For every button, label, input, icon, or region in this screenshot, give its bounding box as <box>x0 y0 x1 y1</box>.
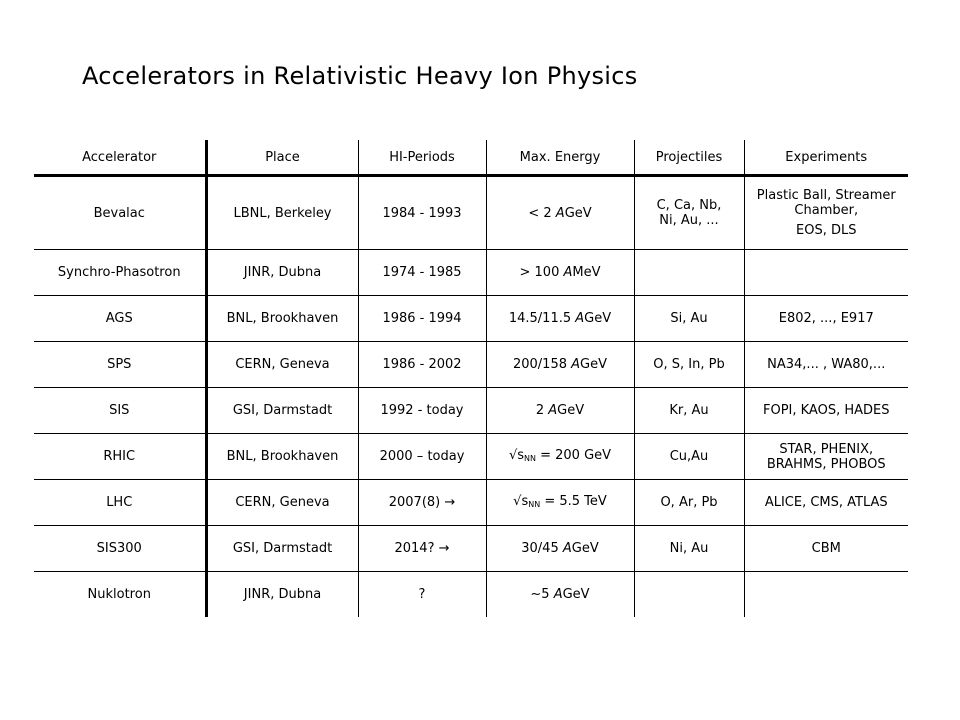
energy-subscript: NN <box>528 499 541 509</box>
cell-projectiles <box>634 388 744 434</box>
energy-per-nucleon: A <box>563 265 573 280</box>
cell-period: 2007(8) → <box>358 480 486 526</box>
table-row <box>34 388 908 434</box>
energy-value: < 2 <box>528 205 556 221</box>
cell-place: CERN, Geneva <box>206 342 358 388</box>
cell-period: 2014? → <box>358 526 486 572</box>
cell-projectiles <box>634 572 744 618</box>
cell-experiments <box>744 434 908 480</box>
table-row <box>34 526 908 572</box>
energy-value: 14.5/11.5 <box>508 311 576 326</box>
projectiles-line: Ni, Au, ... <box>659 213 719 228</box>
cell-accelerator: Nuklotron <box>34 572 206 618</box>
energy-per-nucleon: A <box>575 311 585 326</box>
experiments-line: STAR, PHENIX, <box>779 441 874 457</box>
cell-place: JINR, Dubna <box>206 250 358 296</box>
experiments-line: ALICE, CMS, ATLAS <box>764 495 888 510</box>
projectiles-line: Cu,Au <box>669 449 709 464</box>
cell-period: ? <box>358 572 486 618</box>
energy-value: = 200 GeV <box>535 447 612 463</box>
energy-subscript: NN <box>524 453 536 463</box>
energy-unit: MeV <box>572 265 601 280</box>
cell-max-energy <box>486 526 634 572</box>
experiments-line: E802, ..., E917 <box>778 311 874 326</box>
cell-max-energy <box>486 480 634 526</box>
energy-value: ~5 <box>530 587 554 602</box>
energy-per-nucleon: A <box>571 357 581 372</box>
cell-period: 1974 - 1985 <box>358 250 486 296</box>
projectiles-line: Si, Au <box>670 311 708 326</box>
energy-value: 200/158 <box>512 357 572 372</box>
projectiles-line: Ni, Au <box>669 541 709 556</box>
cell-projectiles <box>634 296 744 342</box>
cell-accelerator: Bevalac <box>34 176 206 250</box>
cell-place: LBNL, Berkeley <box>206 176 358 250</box>
cell-accelerator: SPS <box>34 342 206 388</box>
energy-s: s <box>517 447 525 463</box>
energy-value: = 5.5 TeV <box>540 493 607 509</box>
cell-projectiles <box>634 480 744 526</box>
header-experiments: Experiments <box>785 149 868 165</box>
energy-unit: GeV <box>564 205 592 221</box>
cell-max-energy <box>486 250 634 296</box>
energy-per-nucleon: A <box>548 403 558 418</box>
cell-period: 1986 - 1994 <box>358 296 486 342</box>
header-hi-periods: HI-Periods <box>358 140 486 176</box>
energy-per-nucleon: A <box>555 205 565 221</box>
energy-value: 30/45 <box>521 541 563 556</box>
experiments-line: BRAHMS, PHOBOS <box>766 456 886 472</box>
table-row <box>34 480 908 526</box>
cell-max-energy <box>486 296 634 342</box>
experiments-line: EOS, DLS <box>796 223 857 238</box>
projectiles-line: O, Ar, Pb <box>660 495 718 510</box>
energy-value: > 100 <box>519 265 564 280</box>
cell-place: CERN, Geneva <box>206 480 358 526</box>
cell-period: 2000 – today <box>358 434 486 480</box>
cell-experiments <box>744 342 908 388</box>
cell-experiments <box>744 176 908 250</box>
table-row <box>34 296 908 342</box>
experiments-line: Chamber, <box>794 203 859 218</box>
cell-experiments <box>744 480 908 526</box>
accelerators-table <box>34 140 908 617</box>
table-row <box>34 250 908 296</box>
cell-period: 1984 - 1993 <box>358 176 486 250</box>
cell-max-energy <box>486 434 634 480</box>
header-max-energy: Max. Energy <box>486 140 634 176</box>
table-row <box>34 342 908 388</box>
projectiles-line: Kr, Au <box>669 403 709 418</box>
cell-period: 1992 - today <box>358 388 486 434</box>
cell-place: GSI, Darmstadt <box>206 388 358 434</box>
cell-period: 1986 - 2002 <box>358 342 486 388</box>
cell-accelerator: SIS300 <box>34 526 206 572</box>
energy-per-nucleon: A <box>562 541 572 556</box>
header-place: Place <box>206 140 358 176</box>
energy-unit: GeV <box>557 403 585 418</box>
projectiles-line: O, S, In, Pb <box>653 357 725 372</box>
cell-accelerator: SIS <box>34 388 206 434</box>
cell-experiments <box>744 388 908 434</box>
cell-experiments <box>744 572 908 618</box>
cell-max-energy <box>486 572 634 618</box>
cell-experiments <box>744 250 908 296</box>
cell-projectiles <box>634 434 744 480</box>
experiments-line: FOPI, KAOS, HADES <box>762 403 890 418</box>
energy-per-nucleon: A <box>553 587 563 602</box>
header-accelerator: Accelerator <box>34 140 206 176</box>
sqrt-symbol: √ <box>513 493 522 509</box>
slide-title: Accelerators in Relativistic Heavy Ion Physics <box>82 62 638 90</box>
cell-accelerator: Synchro-Phasotron <box>34 250 206 296</box>
cell-place: GSI, Darmstadt <box>206 526 358 572</box>
cell-max-energy <box>486 388 634 434</box>
energy-s: s <box>521 493 529 509</box>
sqrt-symbol: √ <box>508 447 518 463</box>
cell-place: BNL, Brookhaven <box>206 296 358 342</box>
cell-accelerator: RHIC <box>34 434 206 480</box>
energy-unit: GeV <box>571 541 599 556</box>
experiments-line: NA34,... , WA80,... <box>767 357 886 372</box>
cell-projectiles <box>634 342 744 388</box>
experiments-line: CBM <box>811 541 841 556</box>
cell-experiments <box>744 526 908 572</box>
table-row <box>34 176 908 250</box>
cell-max-energy <box>486 342 634 388</box>
cell-accelerator: LHC <box>34 480 206 526</box>
cell-experiments <box>744 296 908 342</box>
table-row <box>34 572 908 618</box>
cell-projectiles <box>634 176 744 250</box>
header-projectiles: Projectiles <box>634 140 744 176</box>
energy-unit: GeV <box>562 587 590 602</box>
experiments-line: Plastic Ball, Streamer <box>756 188 896 203</box>
energy-unit: GeV <box>584 311 612 326</box>
projectiles-line: C, Ca, Nb, <box>656 198 722 213</box>
cell-projectiles <box>634 250 744 296</box>
cell-place: BNL, Brookhaven <box>206 434 358 480</box>
table-header-row <box>34 140 908 176</box>
table-row <box>34 434 908 480</box>
energy-value: 2 <box>535 403 549 418</box>
cell-accelerator: AGS <box>34 296 206 342</box>
cell-projectiles <box>634 526 744 572</box>
energy-unit: GeV <box>580 357 607 372</box>
cell-place: JINR, Dubna <box>206 572 358 618</box>
cell-max-energy <box>486 176 634 250</box>
